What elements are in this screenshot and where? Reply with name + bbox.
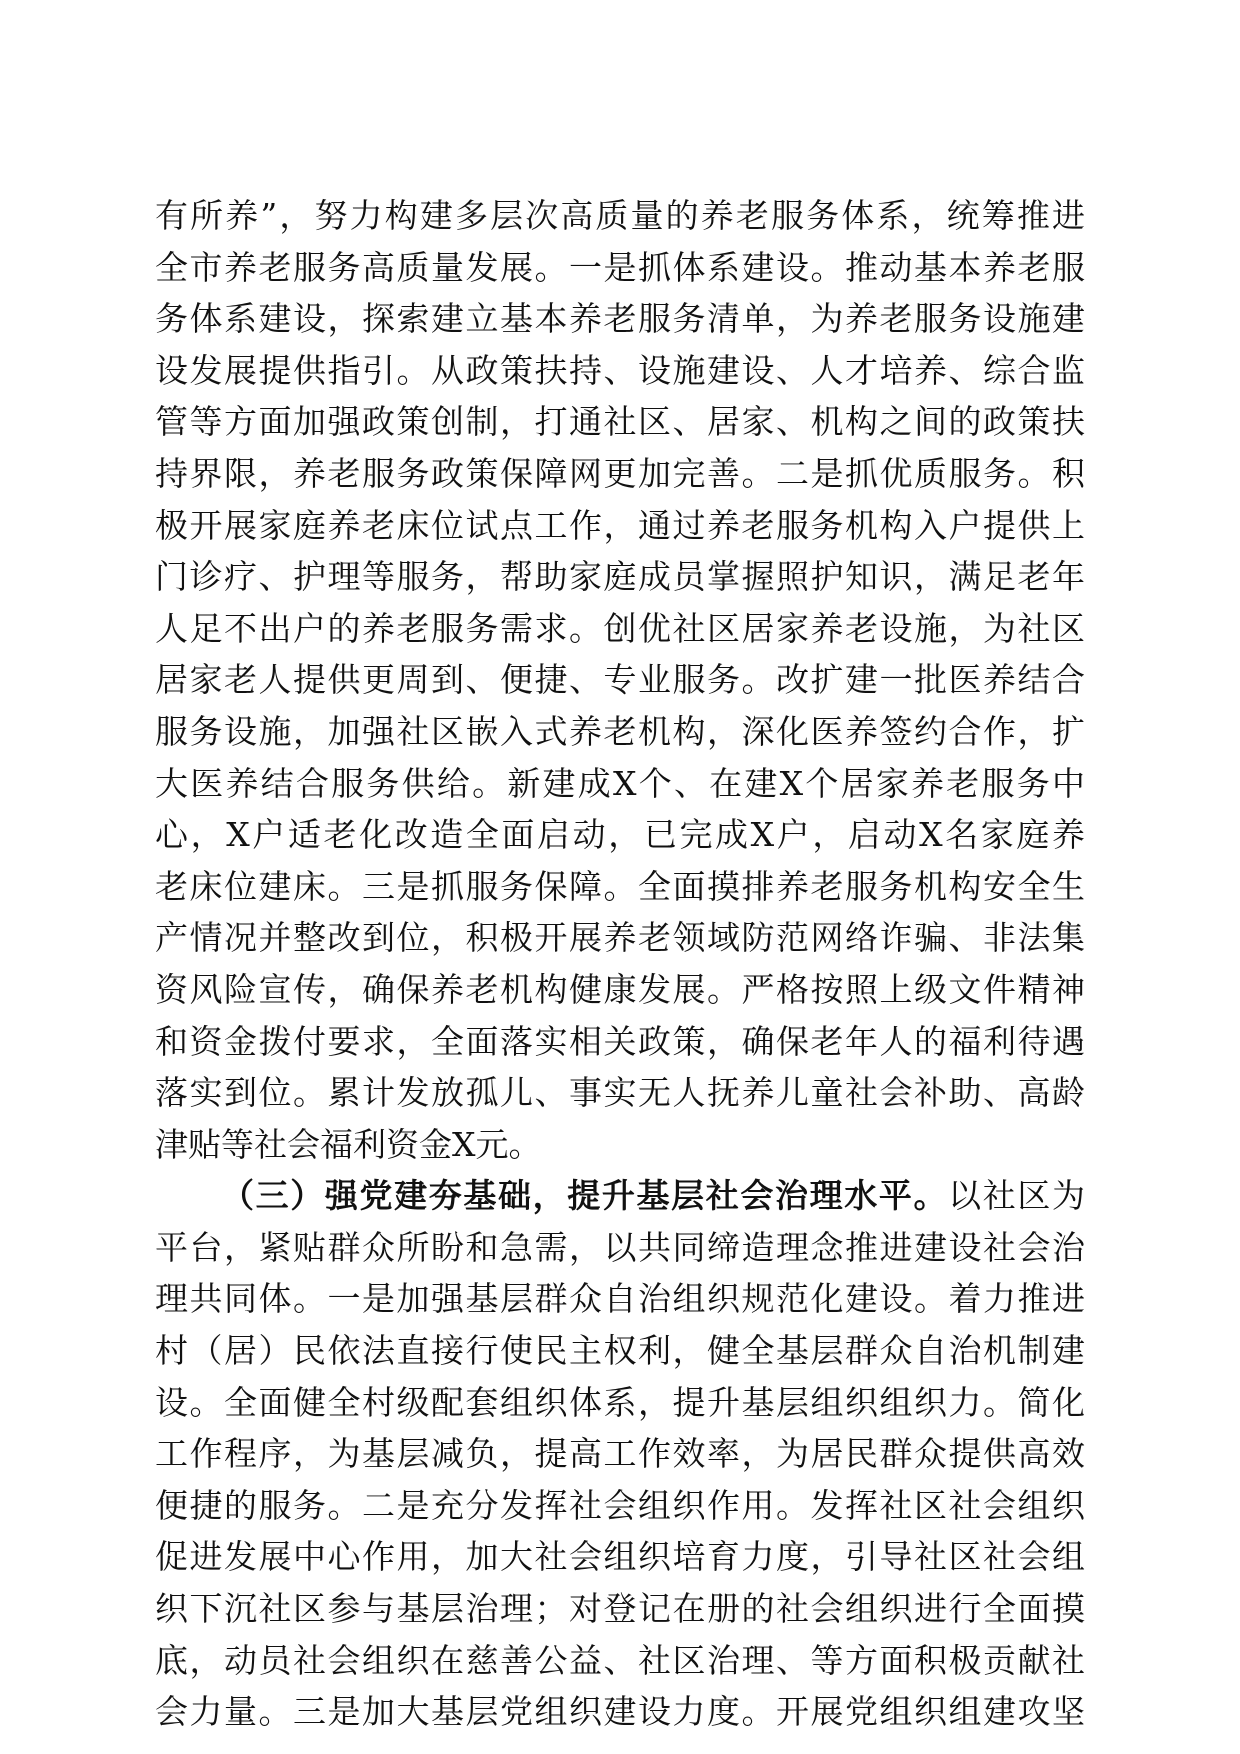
text-line: 管等方面加强政策创制，打通社区、居家、机构之间的政策扶 <box>155 402 1085 442</box>
text-line: 门诊疗、护理等服务，帮助家庭成员掌握照护知识，满足老年 <box>155 557 1085 597</box>
section-heading-line <box>155 1170 1085 1222</box>
text-line: 平台，紧贴群众所盼和急需，以共同缔造理念推进建设社会治 <box>155 1227 1085 1267</box>
text-line: 服务设施，加强社区嵌入式养老机构，深化医养签约合作，扩 <box>155 711 1085 751</box>
text-line: 理共同体。一是加强基层群众自治组织规范化建设。着力推进 <box>155 1279 1085 1319</box>
section-heading-rest: 以社区为 <box>948 1176 1085 1216</box>
text-line: 老床位建床。三是抓服务保障。全面摸排养老服务机构安全生 <box>155 866 1085 906</box>
text-line: 津贴等社会福利资金X元。 <box>155 1124 542 1164</box>
text-line: 资风险宣传，确保养老机构健康发展。严格按照上级文件精神 <box>155 969 1085 1009</box>
text-line: 工作程序，为基层减负，提高工作效率，为居民群众提供高效 <box>155 1434 1085 1474</box>
text-line: 会力量。三是加大基层党组织建设力度。开展党组织组建攻坚 <box>155 1692 1085 1732</box>
text-line: 落实到位。累计发放孤儿、事实无人抚养儿童社会补助、高龄 <box>155 1073 1085 1113</box>
text-line: 村（居）民依法直接行使民主权利，健全基层群众自治机制建 <box>155 1331 1085 1371</box>
text-line: 底，动员社会组织在慈善公益、社区治理、等方面积极贡献社 <box>155 1640 1085 1680</box>
document-body <box>155 190 1085 1738</box>
text-line: 心，X户适老化改造全面启动，已完成X户，启动X名家庭养 <box>155 815 1085 855</box>
text-line: 产情况并整改到位，积极开展养老领域防范网络诈骗、非法集 <box>155 918 1085 958</box>
text-line: 设。全面健全村级配套组织体系，提升基层组织组织力。简化 <box>155 1382 1085 1422</box>
text-line: 大医养结合服务供给。新建成X个、在建X个居家养老服务中 <box>155 763 1085 803</box>
text-line: 持界限，养老服务政策保障网更加完善。二是抓优质服务。积 <box>155 453 1085 493</box>
text-line: 和资金拨付要求，全面落实相关政策，确保老年人的福利待遇 <box>155 1021 1085 1061</box>
text-line: 促进发展中心作用，加大社会组织培育力度，引导社区社会组 <box>155 1537 1085 1577</box>
text-line: 极开展家庭养老床位试点工作，通过养老服务机构入户提供上 <box>155 505 1085 545</box>
text-line: 全市养老服务高质量发展。一是抓体系建设。推动基本养老服 <box>155 247 1085 287</box>
text-line: 人足不出户的养老服务需求。创优社区居家养老设施，为社区 <box>155 608 1085 648</box>
text-line: 织下沉社区参与基层治理；对登记在册的社会组织进行全面摸 <box>155 1589 1085 1629</box>
text-line: 有所养”，努力构建多层次高质量的养老服务体系，统筹推进 <box>155 196 1085 235</box>
text-line: 设发展提供指引。从政策扶持、设施建设、人才培养、综合监 <box>155 350 1085 390</box>
text-line: 居家老人提供更周到、便捷、专业服务。改扩建一批医养结合 <box>155 660 1085 700</box>
text-line: 务体系建设，探索建立基本养老服务清单，为养老服务设施建 <box>155 299 1085 339</box>
text-line: 便捷的服务。二是充分发挥社会组织作用。发挥社区社会组织 <box>155 1485 1085 1525</box>
section-heading: （三）强党建夯基础，提升基层社会治理水平。 <box>221 1176 949 1216</box>
